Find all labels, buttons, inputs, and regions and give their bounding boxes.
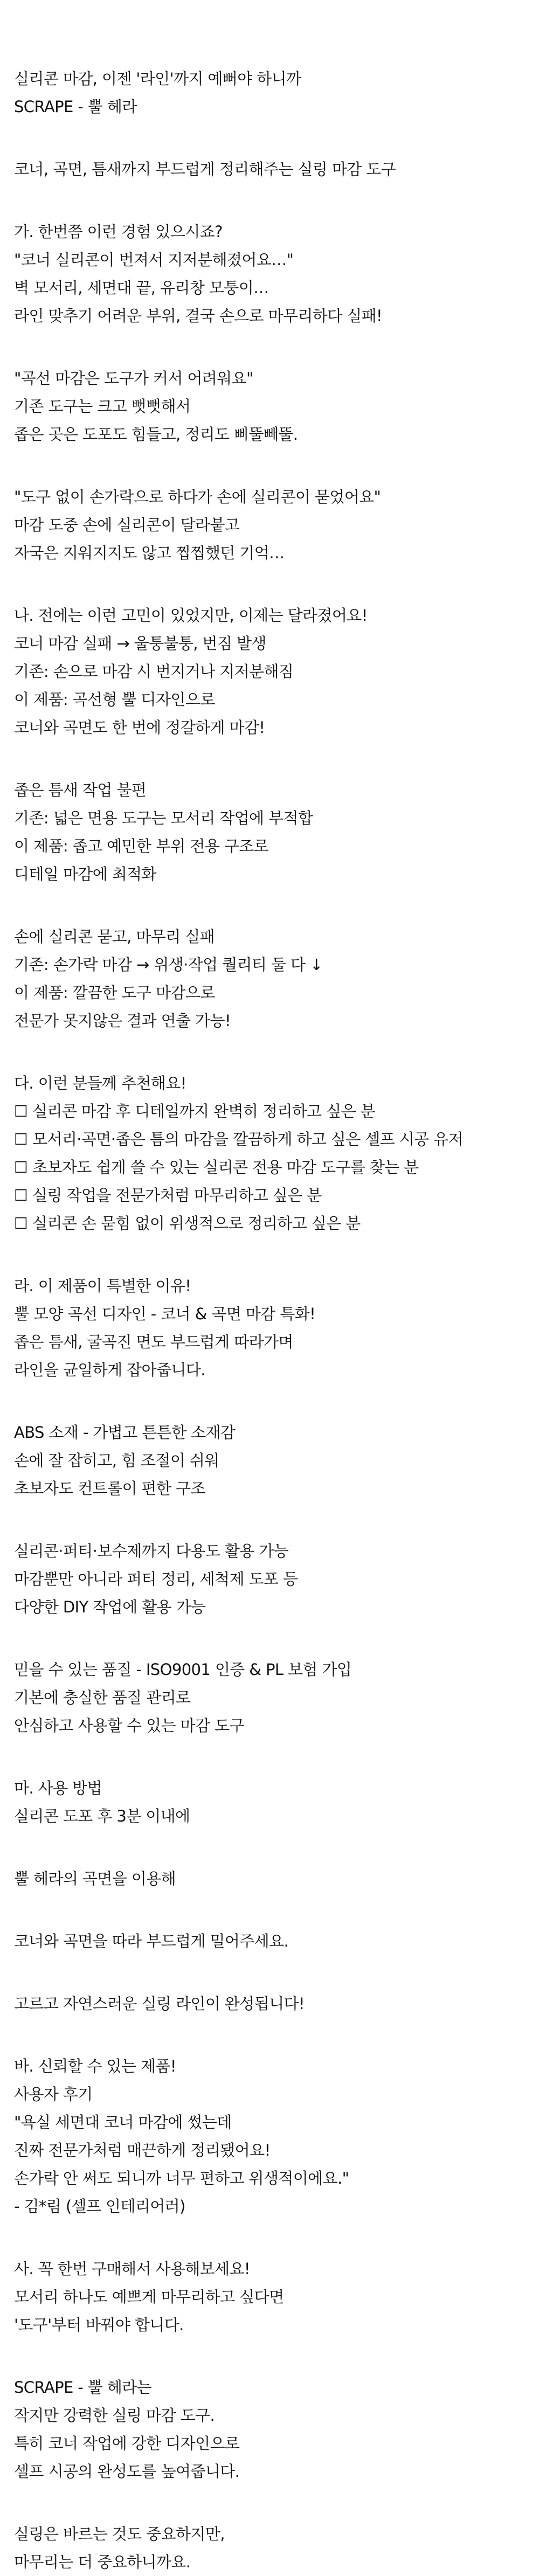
- paragraph: [14, 601, 526, 742]
- paragraph-spacer: [14, 183, 526, 218]
- text-line: ABS 소재 - 가볍고 튼튼한 소재감: [14, 1423, 236, 1442]
- paragraph-spacer: [14, 1955, 526, 1990]
- product-description-document: [14, 65, 526, 2576]
- text-line: 좁은 틈새 작업 불편: [14, 781, 147, 799]
- paragraph: [14, 1990, 526, 2018]
- paragraph: [14, 1537, 526, 1621]
- text-line: 작지만 강력한 실링 마감 도구.: [14, 2406, 215, 2425]
- paragraph-spacer: [14, 567, 526, 601]
- text-line: 기본에 충실한 품질 관리로: [14, 1688, 191, 1707]
- paragraph: [14, 2520, 526, 2576]
- text-line: 마. 사용 방법: [14, 1779, 102, 1797]
- paragraph-spacer: [14, 1740, 526, 1774]
- text-line: 이 제품: 좁고 예민한 부위 전용 구조로: [14, 837, 269, 855]
- paragraph: [14, 364, 526, 448]
- text-line: 뿔 모양 곡선 디자인 - 코너 & 곡면 마감 특화!: [14, 1305, 316, 1323]
- text-line: 실리콘 도포 후 3분 이내에: [14, 1807, 190, 1825]
- text-line: 라. 이 제품이 특별한 이유!: [14, 1277, 191, 1295]
- text-line: 라인을 균일하게 잡아줍니다.: [14, 1361, 205, 1379]
- text-line: 자국은 지워지지도 않고 찝찝했던 기억…: [14, 544, 285, 562]
- paragraph-spacer: [14, 121, 526, 155]
- text-line: 손에 잘 잡히고, 힘 조절이 쉬워: [14, 1451, 219, 1470]
- paragraph: [14, 155, 526, 183]
- text-line: "욕실 세면대 코너 마감에 썼는데: [14, 2113, 232, 2131]
- text-line: 손가락 안 써도 되니까 너무 편하고 위생적이에요.": [14, 2169, 349, 2187]
- text-line: 손에 실리콘 묻고, 마무리 실패: [14, 927, 215, 946]
- paragraph-spacer: [14, 1035, 526, 1069]
- paragraph: [14, 65, 526, 121]
- text-line: 코너와 곡면을 따라 부드럽게 밀어주세요.: [14, 1932, 289, 1950]
- paragraph-spacer: [14, 1502, 526, 1537]
- text-line: ☐ 초보자도 쉽게 쓸 수 있는 실리콘 전용 마감 도구를 찾는 분: [14, 1158, 419, 1176]
- text-line: 고르고 자연스러운 실링 라인이 완성됩니다!: [14, 1995, 305, 2013]
- paragraph-spacer: [14, 742, 526, 776]
- paragraph: [14, 1865, 526, 1893]
- text-line: 라인 맞추기 어려운 부위, 결국 손으로 마무리하다 실패!: [14, 307, 383, 325]
- paragraph: [14, 1418, 526, 1502]
- text-line: 코너, 곡면, 틈새까지 부드럽게 정리해주는 실링 마감 도구: [14, 160, 396, 178]
- text-line: "코너 실리콘이 번져서 지저분해졌어요…": [14, 251, 294, 269]
- paragraph: [14, 2052, 526, 2220]
- text-line: SCRAPE - 뿔 헤라: [14, 98, 137, 116]
- text-line: 이 제품: 깔끔한 도구 마감으로: [14, 984, 215, 1002]
- text-line: 마감뿐만 아니라 퍼티 정리, 세척제 도포 등: [14, 1570, 298, 1588]
- text-line: - 김*림 (셀프 인테리어러): [14, 2197, 185, 2215]
- text-line: 사. 꼭 한번 구매해서 사용해보세요!: [14, 2260, 250, 2278]
- paragraph-spacer: [14, 330, 526, 364]
- text-line: 좁은 곳은 도포도 힘들고, 정리도 삐뚤빼뚤.: [14, 425, 298, 444]
- text-line: 진짜 전문가처럼 매끈하게 정리됐어요!: [14, 2141, 271, 2159]
- paragraph: [14, 1656, 526, 1740]
- paragraph: [14, 1069, 526, 1237]
- text-line: ☐ 모서리·곡면·좁은 틈의 마감을 깔끔하게 하고 싶은 셀프 시공 유저: [14, 1130, 463, 1148]
- text-line: 좁은 틈새, 굴곡진 면도 부드럽게 따라가며: [14, 1333, 293, 1351]
- paragraph: [14, 483, 526, 567]
- text-line: 뿔 헤라의 곡면을 이용해: [14, 1869, 176, 1888]
- text-line: ☐ 실링 작업을 전문가처럼 마무리하고 싶은 분: [14, 1186, 322, 1204]
- text-line: 실링은 바르는 것도 중요하지만,: [14, 2525, 225, 2543]
- text-line: 실리콘·퍼티·보수제까지 다용도 활용 가능: [14, 1542, 289, 1560]
- text-line: 안심하고 사용할 수 있는 마감 도구: [14, 1716, 244, 1735]
- text-line: 가. 한번쯤 이런 경험 있으시죠?: [14, 223, 223, 241]
- text-line: 마무리는 더 중요하니까요.: [14, 2553, 191, 2571]
- text-line: 모서리 하나도 예쁘게 마무리하고 싶다면: [14, 2288, 284, 2306]
- paragraph-spacer: [14, 448, 526, 483]
- paragraph: [14, 218, 526, 330]
- text-line: 나. 전에는 이런 고민이 있었지만, 이제는 달라졌어요!: [14, 606, 368, 625]
- text-line: 사용자 후기: [14, 2085, 93, 2103]
- paragraph-spacer: [14, 2339, 526, 2373]
- text-line: 다. 이런 분들께 추천해요!: [14, 1074, 186, 1092]
- text-line: 다양한 DIY 작업에 활용 가능: [14, 1598, 206, 1616]
- text-line: 전문가 못지않은 결과 연출 가능!: [14, 1012, 231, 1030]
- text-line: SCRAPE - 뿔 헤라는: [14, 2378, 152, 2397]
- paragraph-spacer: [14, 888, 526, 923]
- text-line: 기존: 손으로 마감 시 번지거나 지저분해짐: [14, 662, 294, 681]
- paragraph-spacer: [14, 2485, 526, 2520]
- text-line: 코너 마감 실패 → 울퉁불퉁, 번짐 발생: [14, 634, 266, 653]
- text-line: "곡선 마감은 도구가 커서 어려워요": [14, 369, 253, 387]
- paragraph: [14, 2255, 526, 2339]
- text-line: ☐ 실리콘 손 묻힘 없이 위생적으로 정리하고 싶은 분: [14, 1214, 361, 1232]
- paragraph: [14, 776, 526, 888]
- text-line: 실리콘 마감, 이젠 '라인'까지 예뻐야 하니까: [14, 70, 301, 88]
- text-line: 이 제품: 곡선형 뿔 디자인으로: [14, 690, 215, 709]
- text-line: 기존: 손가락 마감 → 위생·작업 퀄리티 둘 다 ↓: [14, 955, 323, 974]
- paragraph-spacer: [14, 1621, 526, 1656]
- text-line: 마감 도중 손에 실리콘이 달라붙고: [14, 516, 240, 534]
- paragraph-spacer: [14, 2018, 526, 2052]
- text-line: 기존 도구는 크고 뻣뻣해서: [14, 397, 191, 416]
- paragraph: [14, 923, 526, 1035]
- paragraph: [14, 1272, 526, 1384]
- text-line: 벽 모서리, 세면대 끝, 유리창 모퉁이…: [14, 279, 269, 297]
- paragraph-spacer: [14, 1830, 526, 1865]
- text-line: 믿을 수 있는 품질 - ISO9001 인증 & PL 보험 가입: [14, 1660, 352, 1679]
- text-line: 초보자도 컨트롤이 편한 구조: [14, 1479, 205, 1498]
- paragraph-spacer: [14, 1384, 526, 1418]
- text-line: 디테일 마감에 최적화: [14, 865, 156, 883]
- paragraph-spacer: [14, 1893, 526, 1927]
- paragraph: [14, 1774, 526, 1830]
- text-line: 기존: 넓은 면용 도구는 모서리 작업에 부적합: [14, 809, 313, 827]
- paragraph: [14, 2373, 526, 2485]
- paragraph: [14, 1927, 526, 1955]
- text-line: '도구'부터 바꿔야 합니다.: [14, 2316, 184, 2334]
- text-line: 특히 코너 작업에 강한 디자인으로: [14, 2434, 240, 2453]
- text-line: 셀프 시공의 완성도를 높여줍니다.: [14, 2462, 240, 2481]
- text-line: "도구 없이 손가락으로 하다가 손에 실리콘이 묻었어요": [14, 488, 381, 506]
- paragraph-spacer: [14, 2220, 526, 2255]
- text-line: ☐ 실리콘 마감 후 디테일까지 완벽히 정리하고 싶은 분: [14, 1102, 376, 1120]
- paragraph-spacer: [14, 1237, 526, 1272]
- text-line: 코너와 곡면도 한 번에 정갈하게 마감!: [14, 718, 265, 737]
- text-line: 바. 신뢰할 수 있는 제품!: [14, 2057, 176, 2075]
